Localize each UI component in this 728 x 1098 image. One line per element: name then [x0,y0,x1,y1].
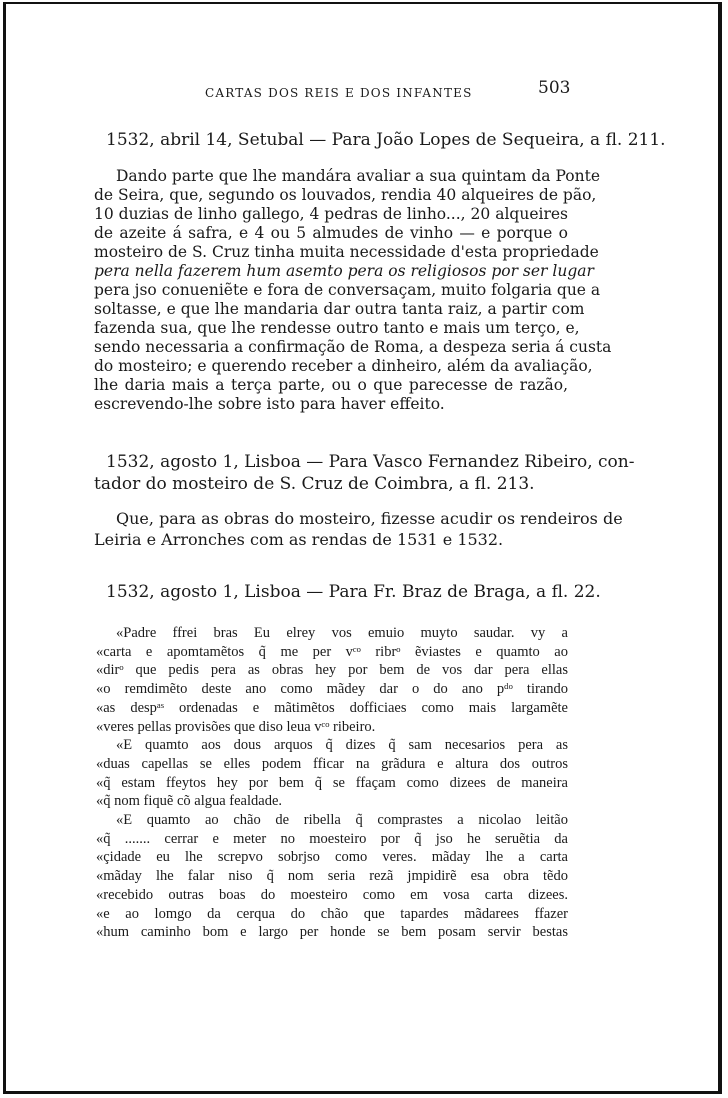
page-number: 503 [538,78,571,98]
text-line: sendo necessaria a confirmação de Roma, a despeza seria á custa [94,338,612,356]
letter-line: «e ao lomgo da cerqua do chão que tapardes mãdarees ffazer [96,905,568,922]
heading-line: tador do mosteiro de S. Cruz de Coimbra, a fl. 213. [94,474,535,494]
entry-summary [94,508,623,550]
text-line: Leiria e Arronches com as rendas de 1531 e 1532. [94,530,504,549]
text-line: soltasse, e que lhe mandaria dar outra tanta raiz, a partir com [94,300,585,318]
letter-line: «o remdimẽto deste ano como mãdey dar o do ano pᵈᵒ tirando [96,681,568,698]
text-line: escrevendo-lhe sobre isto para haver effeito. [94,395,445,413]
heading-line: 1532, agosto 1, Lisboa — Para Vasco Fernandez Ribeiro, con- [106,452,635,472]
running-title: CARTAS DOS REIS E DOS INFANTES [205,86,473,100]
letter-line: «q̃ estam ffeytos hey por bem q̃ se ffaçam como dizees de maneira [96,774,568,791]
text-line: de Seira, que, segundo os louvados, rendia 40 alqueires de pão, [94,186,597,204]
letter-line: «veres pellas provisões que diso leua vᶜᵒ ribeiro. [96,718,376,735]
text-line: pera nella fazerem hum asemto pera os religiosos por ser lugar [94,262,594,280]
letter-line: «çidade eu lhe screpvo sobrjso como veres. mãday lhe a carta [96,849,568,866]
text-line: do mosteiro; e querendo receber a dinheiro, além da avaliação, [94,357,593,375]
letter-line: «E quamto aos dous arquos q̃ dizes q̃ sam necesarios pera as [116,737,568,754]
text-line: 10 duzias de linho gallego, 4 pedras de linho..., 20 alqueires [94,205,568,223]
text-line: fazenda sua, que lhe rendesse outro tanto e mais um terço, e, [94,319,580,337]
text-line: mosteiro de S. Cruz tinha muita necessidade d'esta propriedade [94,243,599,261]
letter-line: «recebido outras boas do moesteiro como em vosa carta dizees. [96,886,568,903]
letter-line: «duas capellas se elles podem fficar na grãdura e altura dos outros [96,755,568,772]
entry-heading: 1532, abril 14, Setubal — Para João Lopes de Sequeira, a fl. 211. [106,130,666,150]
entry-heading [94,451,635,495]
entry-summary [94,167,612,414]
letter-transcription [96,624,568,942]
text-line: pera jso conueniẽte e fora de conversaçam, muito folgaria que a [94,281,601,299]
letter-line: «carta e apomtamẽtos q̃ me per vᶜᵒ ribrᵒ ẽviastes e quamto ao [96,643,568,660]
letter-line: «hum caminho bom e largo per honde se bem posam servir bestas [96,924,568,941]
letter-line: «as despᵃˢ ordenadas e mãtimẽtos dofficiaes como mais largamẽte [96,699,568,716]
letter-line: «mãday lhe falar niso q̃ nom seria rezã jmpidirẽ esa obra tẽdo [96,868,568,885]
letter-line: «dirᵒ que pedis pera as obras hey por bem de vos dar pera ellas [96,662,568,679]
text-line: Que, para as obras do mosteiro, fizesse acudir os rendeiros de [116,509,623,528]
entry-heading: 1532, agosto 1, Lisboa — Para Fr. Braz de Braga, a fl. 22. [106,582,601,602]
letter-line: «E quamto ao chão de ribella q̃ comprastes a nicolao leitão [116,812,568,829]
letter-line: «q̃ ....... cerrar e meter no moesteiro por q̃ jso he seruẽtia da [96,830,568,847]
running-header [0,78,728,102]
letter-line: «Padre ffrei bras Eu elrey vos emuio muyto saudar. vy a [116,625,568,641]
text-line: Dando parte que lhe mandára avaliar a sua quintam da Ponte [116,167,600,185]
text-line: lhe daria mais a terça parte, ou o que parecesse de razão, [94,376,568,394]
letter-line: «q̃ nom fiquẽ cõ algua fealdade. [96,793,283,810]
text-line: de azeite á safra, e 4 ou 5 almudes de vinho — e porque o [94,224,568,242]
